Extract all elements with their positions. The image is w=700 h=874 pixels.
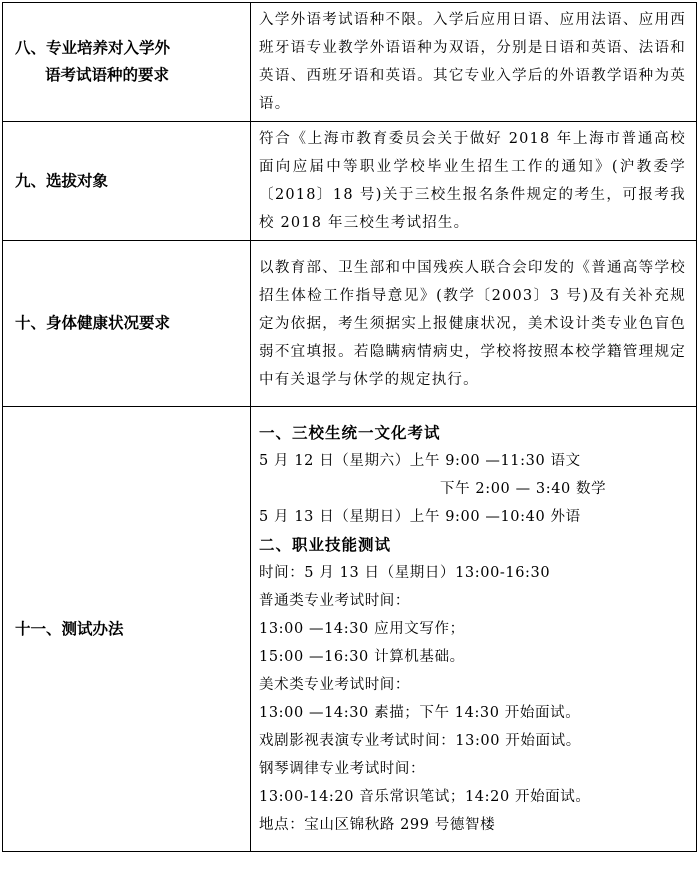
table-row <box>3 241 697 407</box>
general-exam-title: 普通类专业考试时间： <box>259 593 410 609</box>
general-exam-line: 13:00 —14:30 应用文写作； <box>259 621 465 637</box>
skill-test-time: 时间：5 月 13 日（星期日）13:00-16:30 <box>259 565 551 581</box>
piano-exam-line: 13:00-14:20 音乐常识笔试；14:20 开始面试。 <box>259 789 591 805</box>
section-title: 一、三校生统一文化考试 <box>259 424 441 442</box>
row-label: 九、选拔对象 <box>3 122 251 241</box>
art-exam-line: 13:00 —14:30 素描；下午 14:30 开始面试。 <box>259 705 581 721</box>
general-exam-line: 15:00 —16:30 计算机基础。 <box>259 649 465 665</box>
piano-exam-title: 钢琴调律专业考试时间： <box>259 761 426 777</box>
row-content: 符合《上海市教育委员会关于做好 2018 年上海市普通高校面向应届中等职业学校毕业生招生工作的通知》(沪教委学〔2018〕18 号)关于三校生报名条件规定的考生，可报考我校 2018 年三校生考试招生。 <box>251 122 697 241</box>
row-label-line1: 八、专业培养对入学外 <box>15 39 171 57</box>
table-row <box>3 122 697 241</box>
exam-schedule-line: 下午 2:00 — 3:40 数学 <box>440 481 607 497</box>
row-content <box>251 407 697 852</box>
art-exam-title: 美术类专业考试时间： <box>259 677 410 693</box>
row-label: 十、身体健康状况要求 <box>3 241 251 407</box>
table-row <box>3 3 697 122</box>
exam-location: 地点：宝山区锦秋路 299 号德智楼 <box>259 817 496 833</box>
row-content: 以教育部、卫生部和中国残疾人联合会印发的《普通高等学校招生体检工作指导意见》(教学〔2003〕3 号)及有关补充规定为依据，考生须据实上报健康状况，美术设计类专业色盲色弱不宜填报。若隐瞒病情病史，学校将按照本校学籍管理规定中有关退学与休学的规定执行。 <box>251 241 697 407</box>
exam-schedule-line: 5 月 13 日（星期日）上午 9:00 —10:40 外语 <box>259 509 581 525</box>
row-label-line2: 语考试语种的要求 <box>45 66 170 84</box>
row-label: 十一、测试办法 <box>3 407 251 852</box>
admission-info-table <box>2 2 697 852</box>
drama-exam-line: 戏剧影视表演专业考试时间：13:00 开始面试。 <box>259 733 581 749</box>
table-row <box>3 407 697 852</box>
section-title: 二、职业技能测试 <box>259 536 392 554</box>
exam-schedule-line: 5 月 12 日（星期六）上午 9:00 —11:30 语文 <box>259 453 581 469</box>
row-label <box>3 3 251 122</box>
row-content: 入学外语考试语种不限。入学后应用日语、应用法语、应用西班牙语专业教学外语语种为双语，分别是日语和英语、法语和英语、西班牙语和英语。其它专业入学后的外语教学语种为英语。 <box>251 3 697 122</box>
